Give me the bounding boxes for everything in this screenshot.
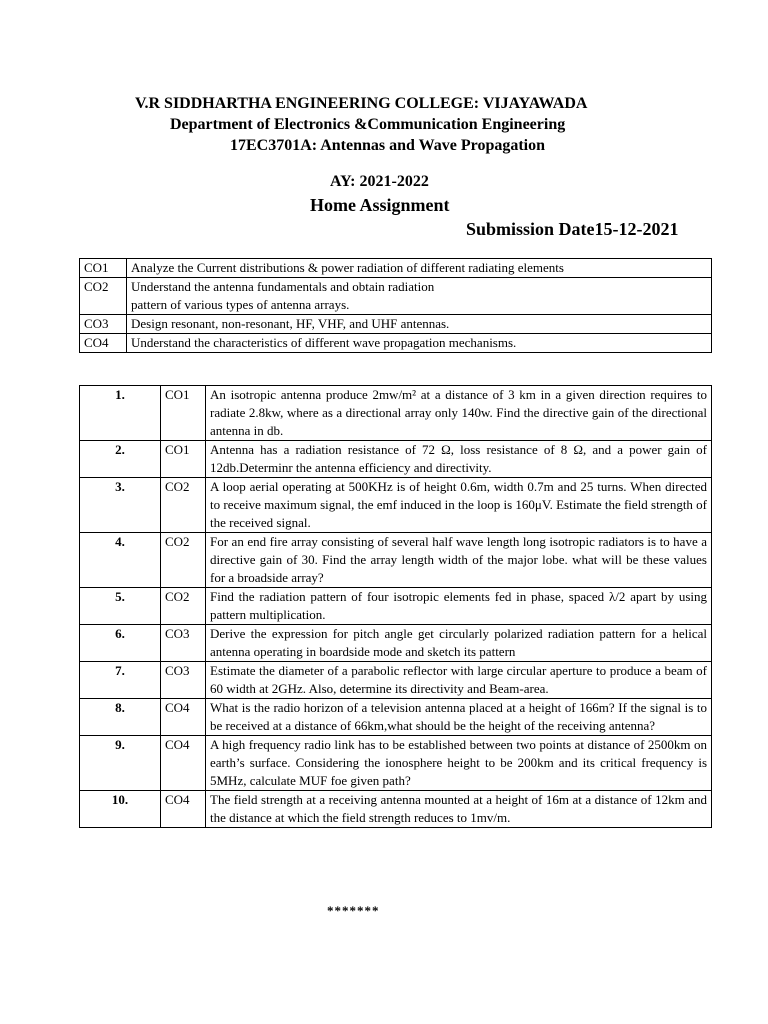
co-row xyxy=(80,315,712,334)
question-number: 7. xyxy=(80,662,161,699)
question-text: Find the radiation pattern of four isotropic elements fed in phase, spaced λ/2 apart by using pattern multiplication. xyxy=(206,588,712,625)
co-description: Understand the antenna fundamentals and obtain radiation pattern of various types of antenna arrays. xyxy=(127,278,712,315)
questions-table xyxy=(79,385,712,828)
co-description: Design resonant, non-resonant, HF, VHF, and UHF antennas. xyxy=(127,315,712,334)
question-co: CO3 xyxy=(161,625,206,662)
question-number: 4. xyxy=(80,533,161,588)
co-row xyxy=(80,259,712,278)
question-row xyxy=(80,662,712,699)
question-row xyxy=(80,386,712,441)
question-co: CO3 xyxy=(161,662,206,699)
co-code: CO2 xyxy=(80,278,127,315)
question-co: CO4 xyxy=(161,736,206,791)
question-number: 8. xyxy=(80,699,161,736)
question-number: 6. xyxy=(80,625,161,662)
question-row xyxy=(80,533,712,588)
question-co: CO4 xyxy=(161,699,206,736)
question-row xyxy=(80,441,712,478)
co-code: CO4 xyxy=(80,334,127,353)
question-text: Antenna has a radiation resistance of 72 Ω, loss resistance of 8 Ω, and a power gain of 12db.Determinr the antenna efficiency and directivity. xyxy=(206,441,712,478)
academic-year: AY: 2021-2022 xyxy=(330,173,429,190)
question-number: 3. xyxy=(80,478,161,533)
question-text: An isotropic antenna produce 2mw/m² at a distance of 3 km in a given direction requires to radiate 2.8kw, where as a directional array only 140w. Find the directive gain of the directional antenna in db. xyxy=(206,386,712,441)
co-row xyxy=(80,334,712,353)
question-text: For an end fire array consisting of several half wave length long isotropic radiators is to have a directive gain of 30. Find the array length width of the major lobe. what will be these values for a broadside array? xyxy=(206,533,712,588)
question-text: Estimate the diameter of a parabolic reflector with large circular aperture to produce a beam of 60 width at 2GHz. Also, determine its directivity and Beam-area. xyxy=(206,662,712,699)
co-description: Understand the characteristics of different wave propagation mechanisms. xyxy=(127,334,712,353)
question-text: A loop aerial operating at 500KHz is of height 0.6m, width 0.7m and 25 turns. When directed to receive maximum signal, the emf induced in the loop is 160μV. Estimate the field strength of the received signal. xyxy=(206,478,712,533)
college-name: V.R SIDDHARTHA ENGINEERING COLLEGE: VIJAYAWADA xyxy=(135,95,588,112)
question-text: Derive the expression for pitch angle get circularly polarized radiation pattern for a helical antenna operating in boardside mode and sketch its pattern xyxy=(206,625,712,662)
submission-date: Submission Date15-12-2021 xyxy=(466,219,679,239)
question-text: A high frequency radio link has to be established between two points at distance of 2500km on earth’s surface. Considering the ionosphere height to be 200km and its critical frequency is 5MHz, calculate MUF foe given path? xyxy=(206,736,712,791)
question-number: 2. xyxy=(80,441,161,478)
question-co: CO2 xyxy=(161,533,206,588)
question-co: CO2 xyxy=(161,588,206,625)
co-description: Analyze the Current distributions & power radiation of different radiating elements xyxy=(127,259,712,278)
assignment-title: Home Assignment xyxy=(310,195,450,215)
question-number: 10. xyxy=(80,791,161,828)
question-text: The field strength at a receiving antenna mounted at a height of 16m at a distance of 12km and the distance at which the field strength reduces to 1mv/m. xyxy=(206,791,712,828)
co-code: CO1 xyxy=(80,259,127,278)
question-row xyxy=(80,588,712,625)
question-row xyxy=(80,478,712,533)
co-row xyxy=(80,278,712,315)
co-code: CO3 xyxy=(80,315,127,334)
question-co: CO2 xyxy=(161,478,206,533)
question-number: 9. xyxy=(80,736,161,791)
question-row xyxy=(80,736,712,791)
question-co: CO1 xyxy=(161,386,206,441)
question-number: 1. xyxy=(80,386,161,441)
question-number: 5. xyxy=(80,588,161,625)
question-row xyxy=(80,791,712,828)
question-text: What is the radio horizon of a television antenna placed at a height of 166m? If the signal is to be received at a distance of 66km,what should be the height of the receiving antenna? xyxy=(206,699,712,736)
question-co: CO1 xyxy=(161,441,206,478)
course-title: 17EC3701A: Antennas and Wave Propagation xyxy=(230,137,546,154)
question-co: CO4 xyxy=(161,791,206,828)
question-row xyxy=(80,699,712,736)
question-row xyxy=(80,625,712,662)
end-marker: ******* xyxy=(327,903,380,918)
course-outcomes-table xyxy=(79,258,712,353)
department-name: Department of Electronics &Communication Engineering xyxy=(170,116,566,133)
